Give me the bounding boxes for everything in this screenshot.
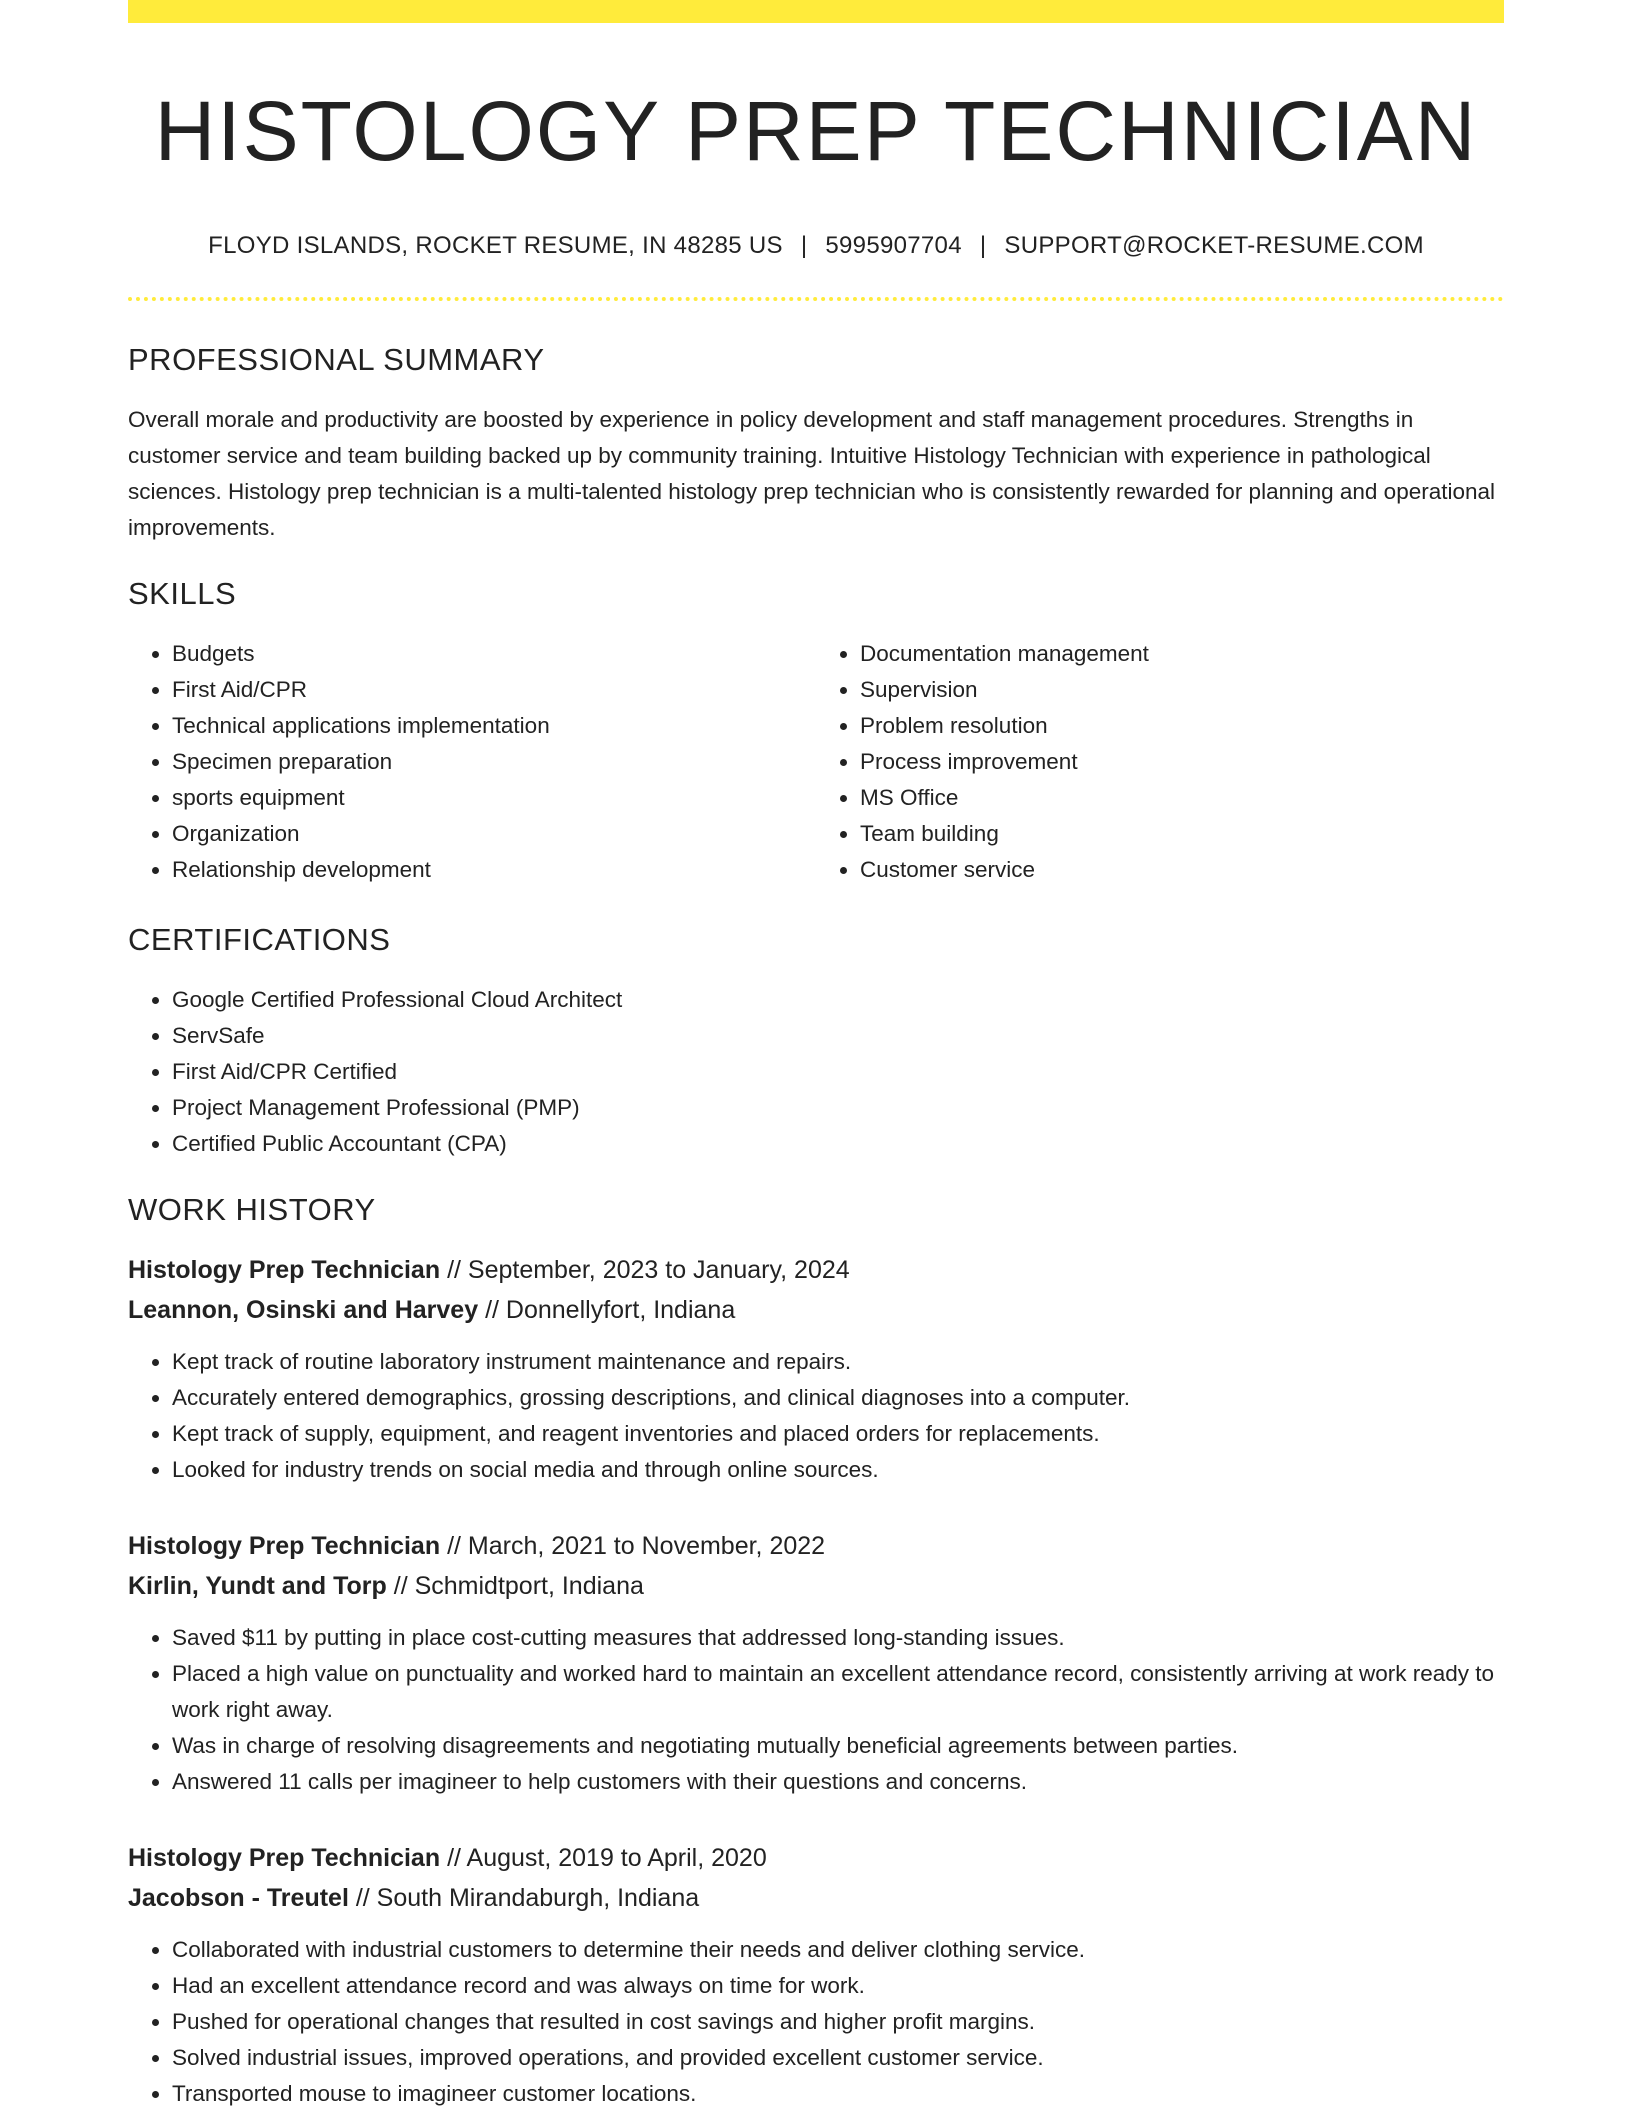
summary-heading: PROFESSIONAL SUMMARY <box>128 342 545 377</box>
job-bullets <box>128 1344 1504 1488</box>
job-location: // Schmidtport, Indiana <box>393 1572 644 1600</box>
contact-separator: | <box>800 232 808 259</box>
skill-item: • First Aid/CPR <box>172 672 816 708</box>
job-company-line <box>128 1290 1504 1330</box>
certification-item: • Certified Public Accountant (CPA) <box>172 1126 1504 1162</box>
job-entry <box>128 1526 1504 1800</box>
job-role: Histology Prep Technician <box>128 1844 441 1872</box>
certification-item: • ServSafe <box>172 1018 1504 1054</box>
job-title-line <box>128 1526 1504 1566</box>
skills-list-left <box>128 636 816 888</box>
job-dates: // August, 2019 to April, 2020 <box>447 1844 767 1872</box>
skills-heading: SKILLS <box>128 576 237 611</box>
certification-item: • Google Certified Professional Cloud Architect <box>172 982 1504 1018</box>
contact-address: FLOYD ISLANDS, ROCKET RESUME, IN 48285 US <box>208 232 783 259</box>
job-entry <box>128 1838 1504 2112</box>
certification-item: • First Aid/CPR Certified <box>172 1054 1504 1090</box>
job-company-line <box>128 1566 1504 1606</box>
contact-line <box>128 231 1504 261</box>
job-bullets <box>128 1620 1504 1800</box>
job-company: Leannon, Osinski and Harvey <box>128 1296 479 1324</box>
job-bullet: • Placed a high value on punctuality and worked hard to maintain an excellent attendance record, consistently arriving at work ready to work right away. <box>172 1656 1504 1728</box>
skills-list-right <box>816 636 1504 888</box>
job-bullet: • Was in charge of resolving disagreements and negotiating mutually beneficial agreements between parties. <box>172 1728 1504 1764</box>
work-history-heading: WORK HISTORY <box>128 1192 376 1227</box>
job-company-line <box>128 1878 1504 1918</box>
job-bullets <box>128 1932 1504 2112</box>
skill-item: • Relationship development <box>172 852 816 888</box>
skill-item: • Team building <box>860 816 1504 852</box>
resume-page <box>128 0 1504 2112</box>
skill-item: • Customer service <box>860 852 1504 888</box>
skill-item: • Organization <box>172 816 816 852</box>
job-location: // South Mirandaburgh, Indiana <box>355 1884 700 1912</box>
certifications-heading: CERTIFICATIONS <box>128 922 391 957</box>
skill-item: • sports equipment <box>172 780 816 816</box>
contact-phone: 5995907704 <box>825 232 962 259</box>
job-company: Jacobson - Treutel <box>128 1884 349 1912</box>
skill-item: • Budgets <box>172 636 816 672</box>
job-bullet: • Saved $11 by putting in place cost-cutting measures that addressed long-standing issues. <box>172 1620 1504 1656</box>
certifications-list <box>128 982 1504 1162</box>
job-bullet: • Had an excellent attendance record and was always on time for work. <box>172 1968 1504 2004</box>
skill-item: • Technical applications implementation <box>172 708 816 744</box>
job-bullet: • Pushed for operational changes that resulted in cost savings and higher profit margins. <box>172 2004 1504 2040</box>
contact-email: SUPPORT@ROCKET-RESUME.COM <box>1004 232 1424 259</box>
job-bullet: • Accurately entered demographics, grossing descriptions, and clinical diagnoses into a computer. <box>172 1380 1504 1416</box>
summary-text: Overall morale and productivity are boosted by experience in policy development and staff management procedures. Strengths in customer service and team building backed up by community training. Intuitive Histology Technician with experience in pathological sciences. Histology prep technician is a multi-talented histology prep technician who is consistently rewarded for planning and operational improvements. <box>128 407 1496 540</box>
job-bullet: • Looked for industry trends on social media and through online sources. <box>172 1452 1504 1488</box>
skills-columns <box>128 636 1504 888</box>
job-dates: // March, 2021 to November, 2022 <box>447 1532 826 1560</box>
job-entry <box>128 1250 1504 1488</box>
job-bullet: • Answered 11 calls per imagineer to help customers with their questions and concerns. <box>172 1764 1504 1800</box>
skill-item: • Documentation management <box>860 636 1504 672</box>
skill-item: • Supervision <box>860 672 1504 708</box>
contact-separator: | <box>979 232 987 259</box>
skill-item: • Specimen preparation <box>172 744 816 780</box>
accent-top-bar <box>128 0 1504 23</box>
job-company: Kirlin, Yundt and Torp <box>128 1572 387 1600</box>
job-role: Histology Prep Technician <box>128 1256 441 1284</box>
skill-item: • Problem resolution <box>860 708 1504 744</box>
job-title-line <box>128 1250 1504 1290</box>
certification-item: • Project Management Professional (PMP) <box>172 1090 1504 1126</box>
skill-item: • MS Office <box>860 780 1504 816</box>
job-bullet: • Transported mouse to imagineer customer locations. <box>172 2076 1504 2112</box>
job-bullet: • Collaborated with industrial customers to determine their needs and deliver clothing service. <box>172 1932 1504 1968</box>
job-dates: // September, 2023 to January, 2024 <box>447 1256 850 1284</box>
skill-item: • Process improvement <box>860 744 1504 780</box>
job-location: // Donnellyfort, Indiana <box>485 1296 736 1324</box>
dotted-divider <box>128 297 1504 301</box>
job-bullet: • Kept track of supply, equipment, and reagent inventories and placed orders for replacements. <box>172 1416 1504 1452</box>
job-title-line <box>128 1838 1504 1878</box>
job-bullet: • Kept track of routine laboratory instrument maintenance and repairs. <box>172 1344 1504 1380</box>
job-role: Histology Prep Technician <box>128 1532 441 1560</box>
page-title: HISTOLOGY PREP TECHNICIAN <box>154 84 1478 178</box>
job-bullet: • Solved industrial issues, improved operations, and provided excellent customer service. <box>172 2040 1504 2076</box>
